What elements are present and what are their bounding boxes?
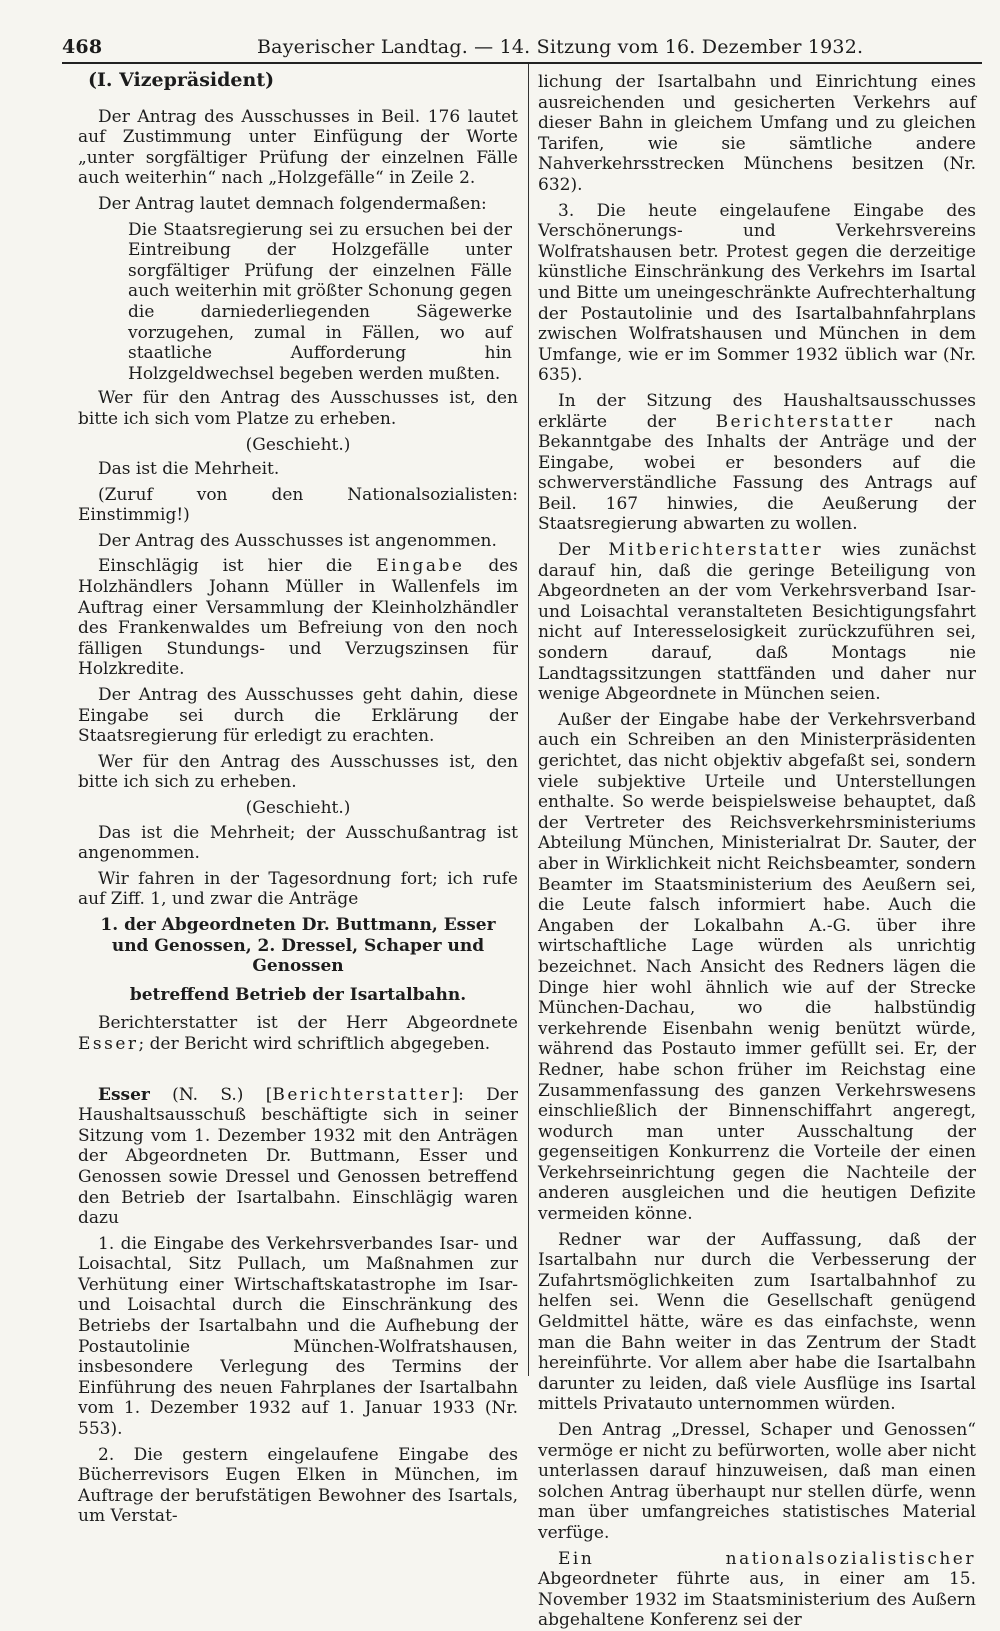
text-run: ; der Bericht wird schriftlich abgegeben.: [138, 1033, 491, 1054]
column-divider: [528, 64, 529, 1376]
text-run: ]: Der Haushaltsausschuß beschäftigte sich in seiner Sitzung vom 1. Dezember 1932 mit den Anträgen der Abgeordneten Dr. Buttmann, Esser und Genossen sowie Dressel und Genossen betreffend den Betrieb der Isartalbahn. Einschlägig waren dazu: [78, 1084, 518, 1229]
right-column: [538, 72, 976, 1631]
paragraph: lichung der Isartalbahn und Einrichtung eines ausreichenden und gesicherten Verkehrs auf dieser Bahn in gleichem Umfang und zu gleichen Tarifen, wie sie sämtliche andere Nahverkehrsstrecken Münchens besitzen (Nr. 632).: [538, 72, 976, 195]
text-run: In der Sitzung des Haushaltsausschusses erklärte der: [538, 390, 976, 432]
paragraph: Das ist die Mehrheit; der Ausschußantrag ist angenommen.: [78, 822, 518, 864]
paragraph: Wer für den Antrag des Ausschusses ist, den bitte ich sich vom Platze zu erheben.: [78, 388, 518, 429]
page-header: [62, 34, 982, 64]
paragraph: Außer der Eingabe habe der Verkehrsverband auch ein Schreiben an den Ministerpräsidenten gerichtet, das nicht objektiv abgefaßt sei, sondern viele subjektive Urteile und Unterstellungen enthalte. So werde beispielsweise behauptet, daß der Vertreter des Reichsverkehrsministeriums Abteilung München, Ministerialrat Dr. Sauter, der aber in Wirklichkeit nicht Reichsbeamter, sondern Beamter im Staatsministerium des Aeußern sei, die Leute falsch informiert habe. Auch die Angaben der Lokalbahn A.-G. über ihre wirtschaftliche Lage würden als unrichtig bezeichnet. Nach Ansicht des Redners lägen die Dinge hier wohl ähnlich wie auf der Strecke München-Dachau, wo die halbstündig verkehrende Eisenbahn wenig benützt würde, während das Postauto immer gefüllt sei. Er, der Redner, habe schon früher im Reichstag eine Zusammenfassung des ganzen Verkehrswesens einschließlich der Binnenschiffahrt angeregt, wodurch man unter Ausschaltung der gegenseitigen Konkurrenz die Vorteile der einen Verkehrseinrichtung gegen die Nachteile der anderen ausgleichen und die heutigen Defizite vermeiden könne.: [538, 709, 976, 1225]
page-number: 468: [62, 36, 103, 58]
stage-direction: (Geschieht.): [245, 434, 351, 455]
text-run: nach Bekanntgabe des Inhalts der Anträge und der Eingabe, wobei er besonders auf die schwerverständliche Fassung des Antrags auf Beil. 167 hinwies, die Aeußerung der Staatsregierung abwarten zu wollen.: [538, 411, 976, 535]
text-run: des Holzhändlers Johann Müller in Wallenfels im Auftrag einer Versammlung der Kleinholzhändler des Frankenwaldes um Befreiung von den noch fälligen Stundungs- und Verzugszinsen für Holzkredite.: [78, 556, 518, 680]
paragraph: [78, 556, 518, 680]
spaced-text: Esser: [78, 1033, 139, 1054]
section-heading: (I. Vizepräsident): [88, 69, 275, 91]
text-run: wies zunächst darauf hin, daß die geringe Beteiligung von Abgeordneten an der vom Verkehrsverband Isar- und Loisachtal veranstalteten Besichtigungsfahrt nicht auf Interesselosigkeit zurückzuführen sei, sondern darauf, daß Montags nie Landtagssitzungen stattfänden und daher nur wenige Abgeordnete in München seien.: [538, 540, 976, 705]
spaced-text: Berichterstatter: [715, 411, 895, 432]
paragraph: [538, 1549, 976, 1631]
paragraph: Den Antrag „Dressel, Schaper und Genossen“ vermöge er nicht zu befürworten, wolle aber nicht unterlassen darauf hinzuweisen, daß man einen solchen Antrag überhaupt nur stellen dürfe, wenn man über umfangreiches statistisches Material verfüge.: [538, 1420, 976, 1543]
paragraph: [538, 540, 976, 705]
quoted-motion: Die Staatsregierung sei zu ersuchen bei der Eintreibung der Holzgefälle unter sorgfältiger Prüfung der einzelnen Fälle auch weiterhin mit größter Schonung gegen die darniederliegenden Sägewerke vorzugehen, zumal in Fällen, wo auf staatliche Aufforderung hin Holzgeldwechsel begeben werden mußten.: [128, 219, 512, 384]
text-run: Der: [558, 540, 609, 561]
paragraph: Der Antrag des Ausschusses in Beil. 176 lautet auf Zustimmung unter Einfügung der Worte „unter sorgfältiger Prüfung der einzelnen Fälle auch weiterhin“ nach „Holzgefälle“ in Zeile 2.: [78, 106, 518, 189]
agenda-motions: 1. der Abgeordneten Dr. Buttmann, Esser und Genossen, 2. Dressel, Schaper und Genossen: [100, 914, 496, 977]
text-run: Einschlägig ist hier die: [98, 556, 377, 577]
paragraph: Der Antrag des Ausschusses geht dahin, diese Eingabe sei durch die Erklärung der Staatsregierung für erledigt zu erachten.: [78, 685, 518, 747]
speaker-role: Berichterstatter: [272, 1084, 452, 1105]
text-run: Berichterstatter ist der Herr Abgeordnete: [98, 1013, 518, 1034]
list-item: 3. Die heute eingelaufene Eingabe des Verschönerungs- und Verkehrsvereins Wolfratshausen betr. Protest gegen die derzeitige künstliche Einschränkung des Verkehrs im Isartal und Bitte um uneingeschränkte Aufrechterhaltung der Postautolinie und des Isartalbahnfahrplans zwischen Wolfratshausen und München in dem Umfange, wie er im Sommer 1932 üblich war (Nr. 635).: [538, 200, 976, 386]
paragraph: [78, 1013, 518, 1054]
left-column: [78, 70, 518, 1527]
speaker-party: (N. S.) [: [149, 1084, 273, 1105]
spaced-text: Mitberichterstatter: [608, 540, 824, 561]
paragraph: Wir fahren in der Tagesordnung fort; ich rufe auf Ziff. 1, und zwar die Anträge: [78, 868, 518, 910]
speaker-name: Esser: [98, 1084, 150, 1105]
paragraph: Das ist die Mehrheit.: [98, 459, 280, 480]
header-rule: [62, 62, 982, 64]
running-title: Bayerischer Landtag. — 14. Sitzung vom 16. Dezember 1932.: [257, 36, 864, 58]
paragraph: Redner war der Auffassung, daß der Isartalbahn nur durch die Verbesserung der Zufahrtsmöglichkeiten zum Isartalbahnhof zu helfen sei. Wenn die Gesellschaft genügend Geldmittel hätte, wäre es das einfachste, wenn man die Bahn weiter in das Zentrum der Stadt hereinführte. Vor allem aber habe die Isartalbahn darunter zu leiden, daß viele Ausflüge ins Isartal mittels Privatauto unternommen würden.: [538, 1229, 976, 1415]
paragraph: Der Antrag lautet demnach folgendermaßen:: [98, 193, 487, 214]
spaced-text: Eingabe: [376, 556, 465, 577]
paragraph: Der Antrag des Ausschusses ist angenommen.: [98, 530, 497, 551]
text-run: Abgeordneter führte aus, in einer am 15. November 1932 im Staatsministerium des Außern abgehaltene Konferenz sei der: [538, 1569, 976, 1631]
list-item: 2. Die gestern eingelaufene Eingabe des Bücherrevisors Eugen Elken in München, im Auftrage der berufstätigen Bewohner des Isartals, um Verstat-: [78, 1444, 518, 1527]
list-item: 1. die Eingabe des Verkehrsverbandes Isar- und Loisachtal, Sitz Pullach, um Maßnahmen zur Verhütung einer Wirtschaftskatastrophe im Isar- und Loisachtal durch die Einschränkung des Betriebs der Isartalbahn und die Aufhebung der Postautolinie München-Wolfratshausen, insbesondere Verlegung des Termins der Einführung des neuen Fahrplanes der Isartalbahn vom 1. Dezember 1932 auf 1. Januar 1933 (Nr. 553).: [78, 1233, 518, 1440]
paragraph: Wer für den Antrag des Ausschusses ist, den bitte ich sich zu erheben.: [78, 751, 518, 793]
agenda-subject: betreffend Betrieb der Isartalbahn.: [129, 984, 467, 1005]
stage-direction: (Geschieht.): [245, 798, 351, 818]
spaced-text: Ein nationalsozialistischer: [558, 1548, 976, 1569]
paragraph: [538, 391, 976, 535]
speaker-paragraph: [78, 1085, 518, 1229]
interjection: (Zuruf von den Nationalsozialisten: Einstimmig!): [78, 484, 518, 526]
